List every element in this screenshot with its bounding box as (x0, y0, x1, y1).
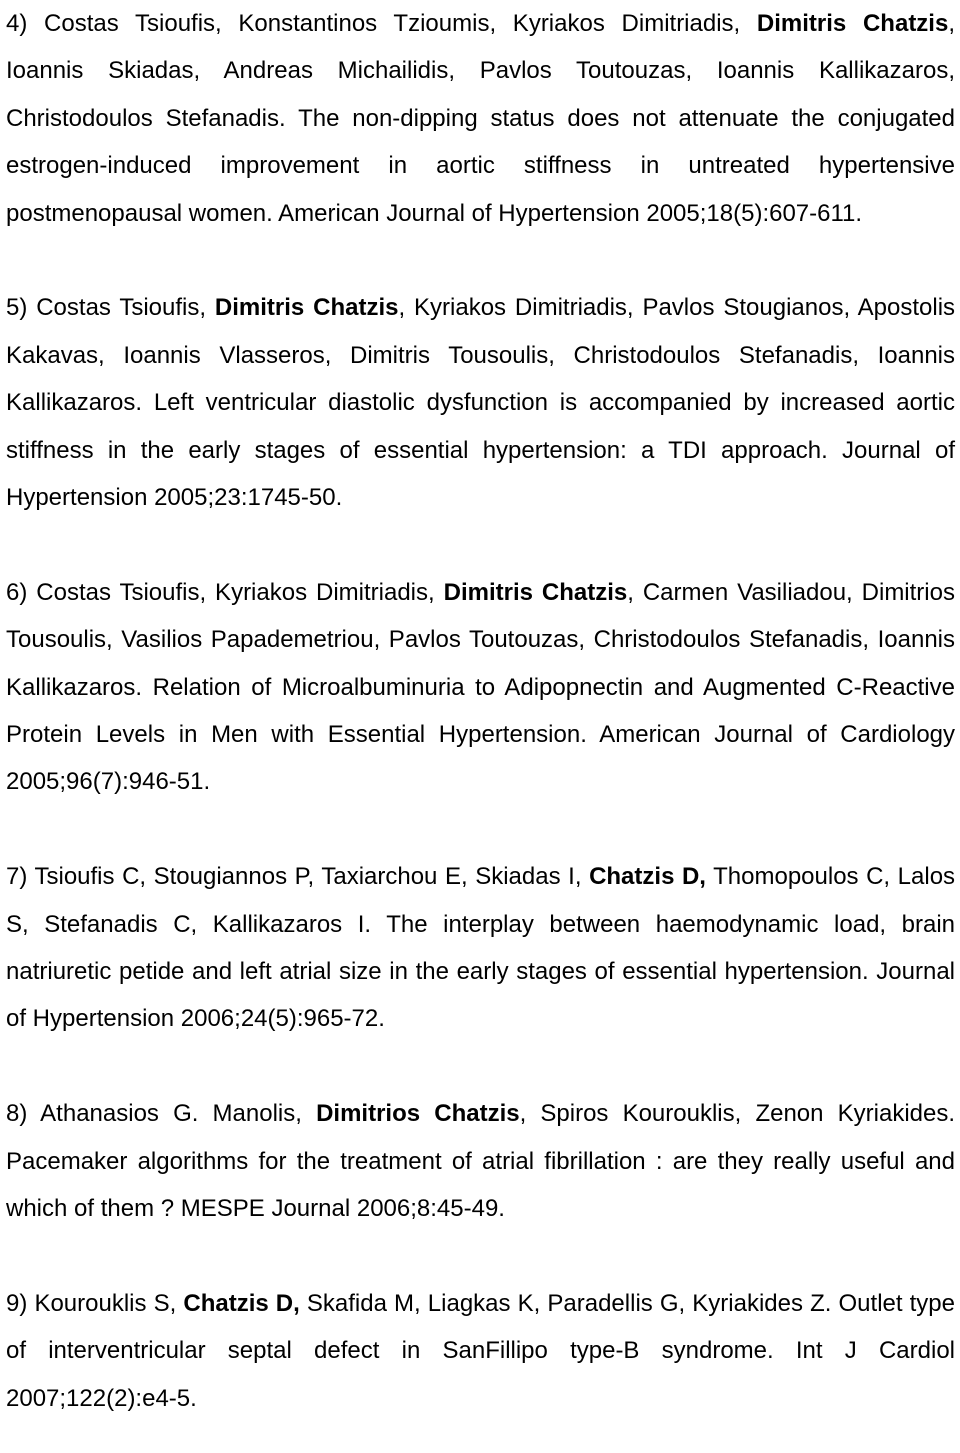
reference-number: 7) (6, 863, 28, 891)
reference-authors: Costas Tsioufis, Kyriakos Dimitriadis, (36, 578, 435, 606)
publication-list (6, 0, 955, 1422)
reference-citation: MESPE Journal 2006;8:45-49. (180, 1195, 505, 1223)
reference-authors: Costas Tsioufis, (36, 294, 207, 322)
reference-authors: , Ioannis Skiadas, Andreas Michailidis, Pavlos Toutouzas, Ioannis Kallikazaros, Christodoulos Stefanadis. (6, 10, 955, 132)
highlighted-author: Dimitris Chatzis (443, 578, 628, 606)
reference-authors: Tsioufis C, Stougiannos P, Taxiarchou E, Skiadas I, (34, 863, 582, 891)
reference-citation: American Journal of Cardiology 2005;96(7):946-51. (6, 721, 956, 796)
reference-citation: Journal of Hypertension 2005;23:1745-50. (6, 436, 956, 512)
reference-number: 4) (6, 10, 28, 37)
reference-authors: Costas Tsioufis, Konstantinos Tzioumis, Kyriakos Dimitriadis, (44, 10, 741, 37)
highlighted-author: Dimitris Chatzis (756, 10, 949, 37)
reference-citation: Journal of Hypertension 2006;24(5):965-72. (6, 958, 955, 1033)
reference-citation: Int J Cardiol 2007;122(2):e4-5. (6, 1337, 955, 1412)
reference-title: Outlet type of interventricular septal defect in SanFillipo type-B syndrome. (6, 1289, 956, 1365)
reference-title: The interplay between haemodynamic load, brain natriuretic petide and left atrial size in the early stages of essential hypertension. (6, 910, 956, 986)
reference-title: Pacemaker algorithms for the treatment of atrial fibrillation : are they really useful and which of them ? (6, 1147, 955, 1223)
reference-4 (6, 0, 955, 237)
reference-number: 8) (6, 1100, 28, 1128)
highlighted-author: Dimitrios Chatzis (316, 1100, 520, 1128)
reference-authors: , Carmen Vasiliadou, Dimitrios Tousoulis, Vasilios Papademetriou, Pavlos Toutouzas, Christodoulos Stefanadis, Ioannis Kallikazaros. (6, 578, 955, 701)
reference-7 (6, 853, 955, 1043)
reference-citation: American Journal of Hypertension 2005;18(5):607-611. (278, 199, 863, 227)
reference-authors: Athanasios G. Manolis, (40, 1100, 302, 1128)
reference-9 (6, 1280, 955, 1422)
reference-authors: Skafida M, Liagkas K, Paradellis G, Kyriakides Z. (306, 1289, 832, 1317)
reference-authors: Thomopoulos C, Lalos S, Stefanadis C, Kallikazaros I. (6, 863, 956, 938)
reference-number: 6) (6, 578, 28, 606)
reference-number: 9) (6, 1289, 28, 1317)
reference-authors: Kourouklis S, (34, 1289, 177, 1317)
reference-title: Left ventricular diastolic dysfunction is accompanied by increased aortic stiffness in the early stages of essential hypertension: a TDI approach. (6, 389, 955, 464)
reference-authors: , Kyriakos Dimitriadis, Pavlos Stougianos, Apostolis Kakavas, Ioannis Vlasseros, Dimitris Tousoulis, Christodoulos Stefanadis, Ioannis Kallikazaros. (6, 294, 956, 417)
reference-authors: , Spiros Kourouklis, Zenon Kyriakides. (519, 1100, 956, 1128)
highlighted-author: Chatzis D, (183, 1289, 300, 1317)
reference-title: Relation of Microalbuminuria to Adipopnectin and Augmented C-Reactive Protein Levels in Men with Essential Hypertension. (6, 673, 955, 749)
reference-8 (6, 1090, 955, 1232)
reference-number: 5) (6, 294, 28, 322)
reference-6 (6, 569, 955, 806)
reference-5 (6, 284, 955, 521)
reference-title: The non-dipping status does not attenuate the conjugated estrogen-induced improvement in aortic stiffness in untreated hypertensive postmenopausal women. (6, 104, 955, 227)
highlighted-author: Chatzis D, (589, 863, 706, 891)
highlighted-author: Dimitris Chatzis (214, 294, 399, 322)
